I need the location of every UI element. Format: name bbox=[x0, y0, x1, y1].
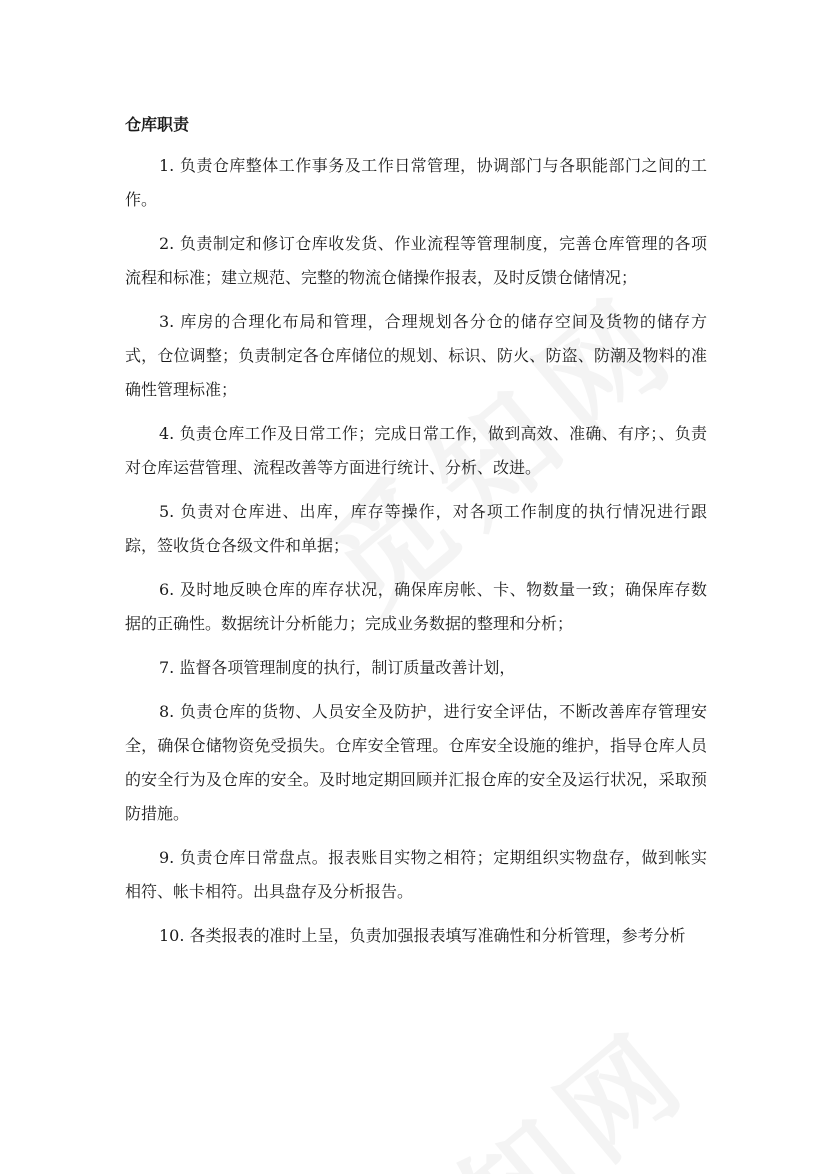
duty-item-10: 10. 各类报表的准时上呈，负责加强报表填写准确性和分析管理，参考分析 bbox=[159, 926, 686, 945]
duty-item-3: 3. 库房的合理化布局和管理，合理规划各分仓的储存空间及货物的储存方式，仓位调整；负责制定各仓库储位的规划、标识、防火、防盗、防潮及物料的准确性管理标准； bbox=[125, 312, 707, 399]
duty-item-6: 6. 及时地反映仓库的库存状况，确保库房帐、卡、物数量一致；确保库存数据的正确性。数据统计分析能力；完成业务数据的整理和分析； bbox=[125, 580, 707, 633]
duty-item-4: 4. 负责仓库工作及日常工作；完成日常工作，做到高效、准确、有序；、负责对仓库运营管理、流程改善等方面进行统计、分析、改进。 bbox=[125, 424, 707, 477]
document-title: 仓库职责 bbox=[125, 115, 190, 134]
watermark bbox=[324, 985, 720, 1174]
duty-item-8: 8. 负责仓库的货物、人员安全及防护，进行安全评估，不断改善库存管理安全，确保仓储物资免受损失。仓库安全管理。仓库安全设施的维护，指导仓库人员的安全行为及仓库的安全。及时地定期回顾并汇报仓库的安全及运行状况，采取预防措施。 bbox=[125, 702, 707, 823]
duty-item-2: 2. 负责制定和修订仓库收发货、作业流程等管理制度，完善仓库管理的各项流程和标准；建立规范、完整的物流仓储操作报表，及时反馈仓储情况； bbox=[125, 234, 707, 287]
duty-item-1: 1. 负责仓库整体工作事务及工作日常管理，协调部门与各职能部门之间的工作。 bbox=[125, 156, 707, 209]
document-body bbox=[125, 149, 707, 963]
duty-item-9: 9. 负责仓库日常盘点。报表账目实物之相符；定期组织实物盘存，做到帐实相符、帐卡相符。出具盘存及分析报告。 bbox=[125, 848, 707, 901]
duty-item-7: 7. 监督各项管理制度的执行，制订质量改善计划， bbox=[159, 658, 516, 677]
duty-item-5: 5. 负责对仓库进、出库，库存等操作，对各项工作制度的执行情况进行跟踪，签收货仓各级文件和单据； bbox=[125, 502, 707, 555]
